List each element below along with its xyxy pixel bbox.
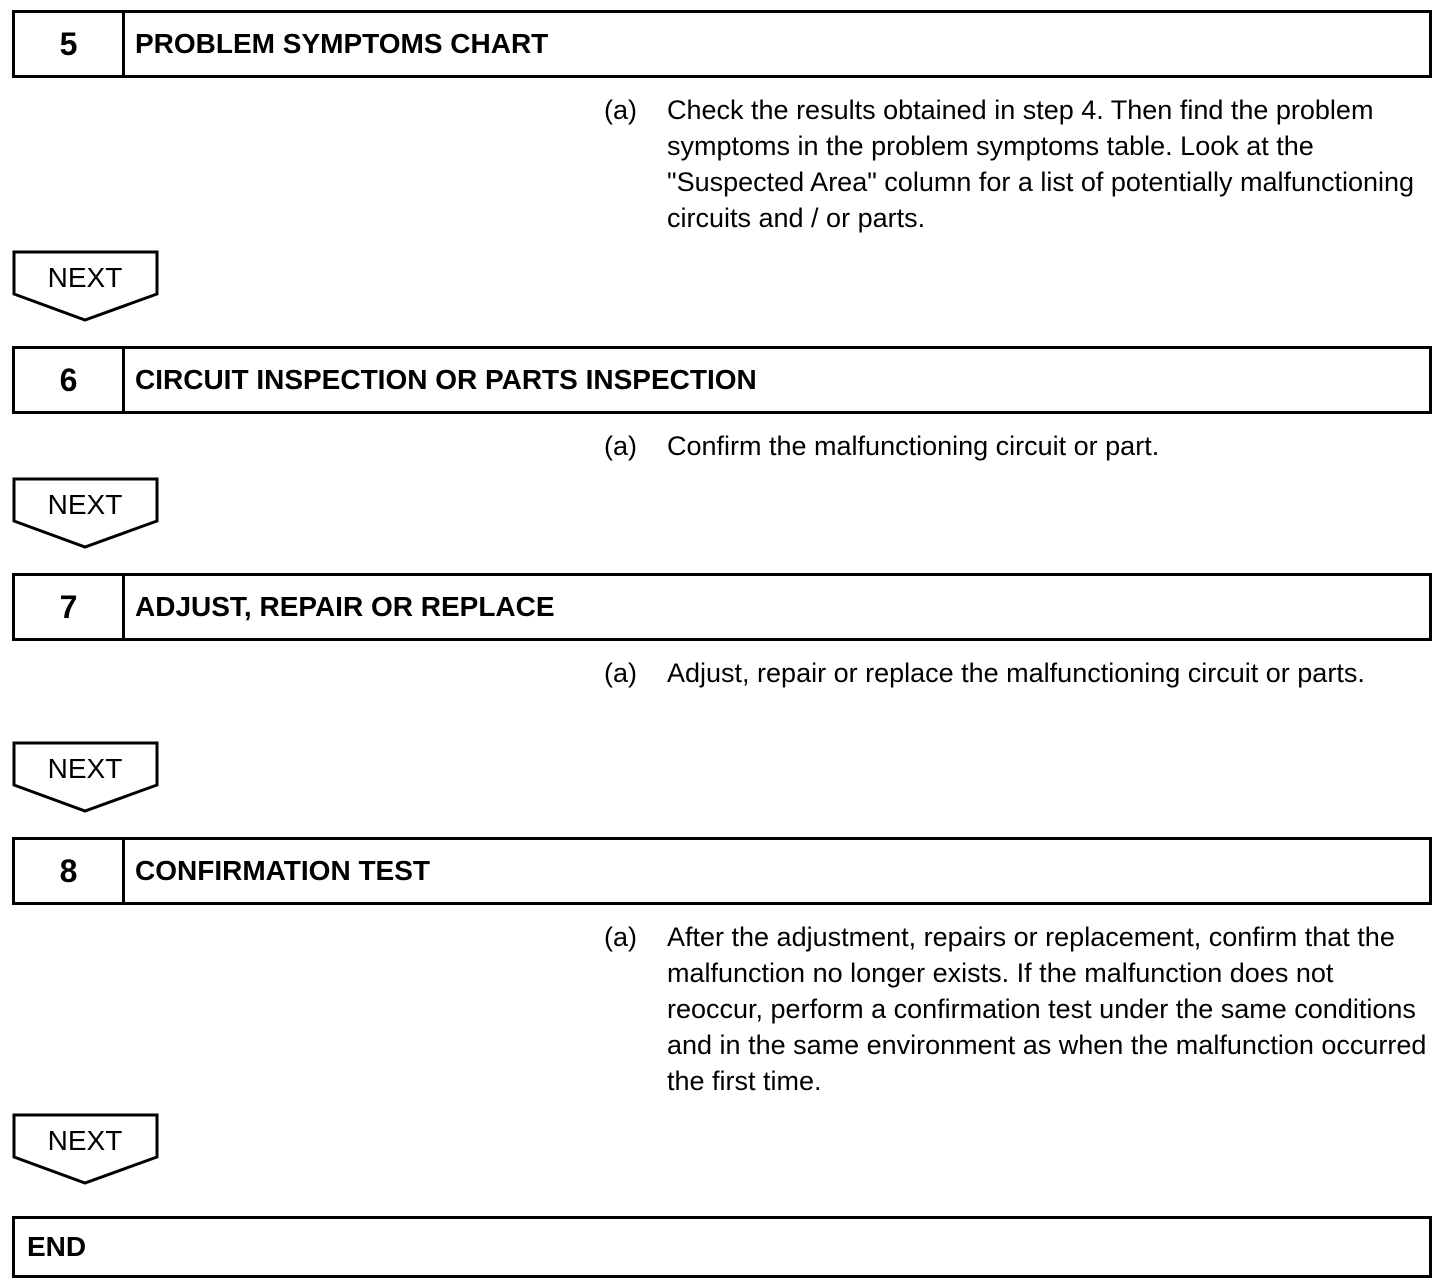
next-label: NEXT bbox=[47, 753, 123, 784]
step-number: 7 bbox=[15, 576, 125, 638]
step-7-instruction bbox=[604, 655, 1434, 691]
step-number: 8 bbox=[15, 840, 125, 902]
step-5-instruction bbox=[604, 92, 1434, 236]
next-button[interactable] bbox=[12, 250, 160, 324]
step-title: CONFIRMATION TEST bbox=[135, 855, 431, 886]
step-title: ADJUST, REPAIR OR REPLACE bbox=[135, 591, 555, 622]
instruction-label: (a) bbox=[604, 431, 637, 461]
step-number: 6 bbox=[15, 349, 125, 411]
instruction-text: Check the results obtained in step 4. Then find the problem symptoms in the problem symptoms table. Look at the "Suspected Area" column for a list of potentially malfunctioning circuits and / or parts. bbox=[667, 95, 1415, 233]
next-label: NEXT bbox=[47, 489, 123, 520]
end-box: END bbox=[12, 1216, 1432, 1278]
next-label: NEXT bbox=[47, 1125, 123, 1156]
step-5-header bbox=[12, 10, 1432, 78]
next-button[interactable] bbox=[12, 477, 160, 551]
next-button[interactable] bbox=[12, 1113, 160, 1187]
instruction-label: (a) bbox=[604, 922, 637, 952]
step-title: PROBLEM SYMPTOMS CHART bbox=[135, 28, 549, 59]
step-7-header bbox=[12, 573, 1432, 641]
step-8-header bbox=[12, 837, 1432, 905]
instruction-text: Adjust, repair or replace the malfunctioning circuit or parts. bbox=[667, 658, 1365, 688]
instruction-label: (a) bbox=[604, 658, 637, 688]
step-6-header bbox=[12, 346, 1432, 414]
step-8-instruction bbox=[604, 919, 1434, 1099]
instruction-label: (a) bbox=[604, 95, 637, 125]
instruction-text: Confirm the malfunctioning circuit or part. bbox=[667, 431, 1160, 461]
instruction-text: After the adjustment, repairs or replacement, confirm that the malfunction no longer exists. If the malfunction does not reoccur, perform a confirmation test under the same conditions and in the same environment as when the malfunction occurred the first time. bbox=[667, 922, 1427, 1096]
next-label: NEXT bbox=[47, 262, 123, 293]
step-6-instruction bbox=[604, 428, 1434, 464]
next-button[interactable] bbox=[12, 741, 160, 815]
step-number: 5 bbox=[15, 13, 125, 75]
step-title: CIRCUIT INSPECTION OR PARTS INSPECTION bbox=[135, 364, 757, 395]
